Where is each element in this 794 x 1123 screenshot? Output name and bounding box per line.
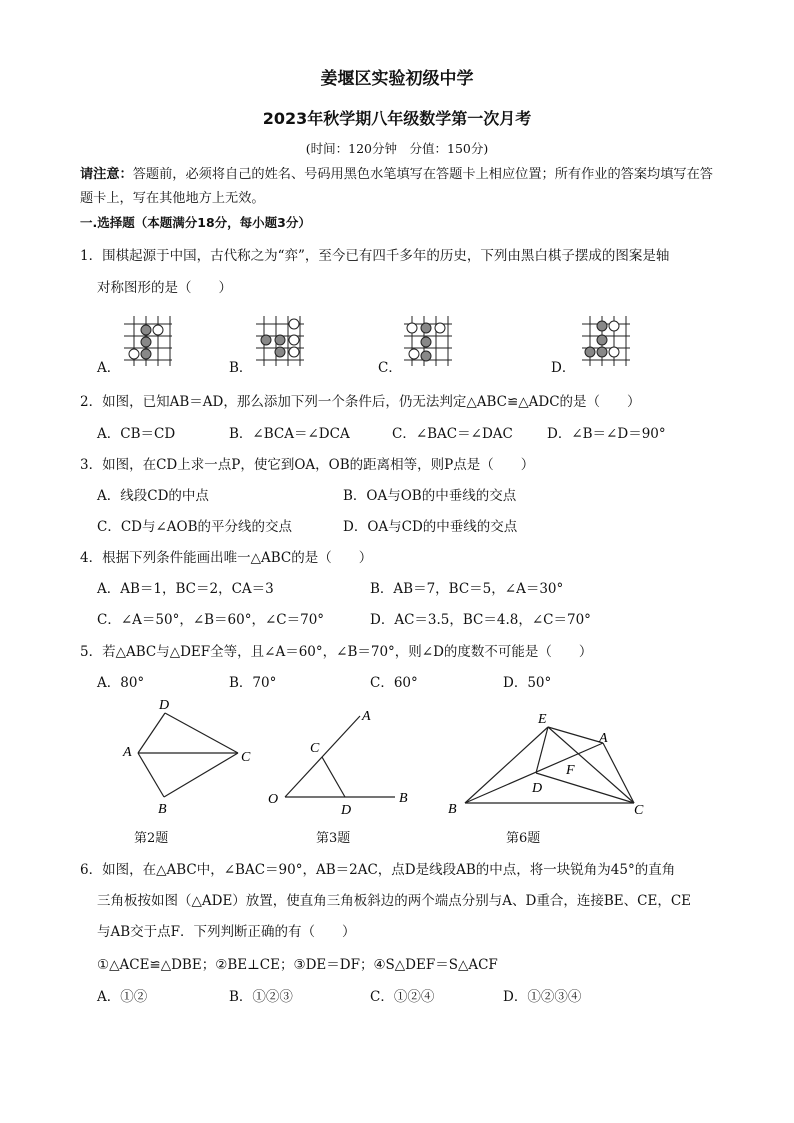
figure-q3 — [265, 700, 425, 825]
q4-option-c: C．∠A＝50°，∠B＝60°，∠C＝70° — [97, 612, 325, 628]
fig3-label-b: B — [399, 791, 408, 806]
fig6-label-e: E — [538, 712, 547, 727]
q3-option-a: A．线段CD的中点 — [97, 488, 209, 504]
go-board-b — [252, 312, 308, 366]
go-board-d — [578, 312, 634, 366]
q2-option-c: C．∠BAC＝∠DAC — [392, 426, 513, 442]
q1-option-c: C． — [378, 360, 402, 376]
q6-line1: 6．如图，在△ABC中，∠BAC＝90°，AB＝2AC，点D是线段AB的中点，将一块锐角为45°的直角 — [80, 862, 676, 878]
fig6-label-a: A — [599, 731, 608, 746]
q6-option-a: A．①② — [97, 989, 148, 1005]
q3-option-b: B．OA与OB的中垂线的交点 — [343, 488, 517, 504]
time-info: (时间：120分钟 分值：150分) — [305, 141, 489, 156]
q2-stem: 2．如图，已知AB＝AD，那么添加下列一个条件后，仍无法判定△ABC≌△ADC的是（ ） — [80, 394, 641, 410]
q6-line3: 与AB交于点F．下列判断正确的有（ ） — [97, 924, 356, 940]
q5-stem: 5．若△ABC与△DEF全等，且∠A＝60°，∠B＝70°，则∠D的度数不可能是（ ） — [80, 644, 593, 660]
q3-option-c: C．CD与∠AOB的平分线的交点 — [97, 519, 293, 535]
q1-line2: 对称图形的是（ ） — [97, 280, 232, 296]
q2-option-b: B．∠BCA＝∠DCA — [229, 426, 350, 442]
go-board-c — [400, 312, 456, 366]
q6-option-d: D．①②③④ — [503, 989, 582, 1005]
fig3-label-d: D — [341, 803, 352, 818]
fig6-label-b: B — [448, 802, 457, 817]
q6-option-c: C．①②④ — [370, 989, 435, 1005]
figure-q6 — [440, 702, 655, 827]
caption-fig3: 第3题 — [316, 831, 351, 846]
q5-option-a: A．80° — [97, 675, 145, 691]
section-title: 一.选择题（本题满分18分，每小题3分） — [80, 215, 311, 230]
q4-stem: 4．根据下列条件能画出唯一△ABC的是（ ） — [80, 550, 373, 566]
q3-stem: 3．如图，在CD上求一点P，使它到OA，OB的距离相等，则P点是（ ） — [80, 457, 535, 473]
q5-option-c: C．60° — [370, 675, 418, 691]
q2-option-d: D．∠B＝∠D＝90° — [547, 426, 666, 442]
q6-statements: ①△ACE≌△DBE；②BE⊥CE；③DE＝DF；④S△DEF＝S△ACF — [97, 957, 498, 973]
fig3-label-c: C — [310, 741, 320, 756]
fig3-label-a: A — [362, 709, 371, 724]
fig3-label-o: O — [268, 792, 279, 807]
notice — [80, 163, 716, 211]
q2-option-a: A．CB＝CD — [97, 426, 176, 442]
q4-option-d: D．AC＝3.5，BC＝4.8，∠C＝70° — [370, 612, 591, 628]
fig2-label-b: B — [158, 802, 167, 817]
caption-fig2: 第2题 — [134, 831, 169, 846]
q4-option-a: A．AB＝1，BC＝2，CA＝3 — [97, 581, 274, 597]
go-board-a — [120, 314, 176, 366]
q1-line1: 1．围棋起源于中国，古代称之为“弈”，至今已有四千多年的历史，下列由黑白棋子摆成的图案是轴 — [80, 248, 670, 264]
notice-label: 请注意： — [80, 167, 133, 182]
exam-title: 2023年秋学期八年级数学第一次月考 — [262, 109, 532, 128]
q6-option-b: B．①②③ — [229, 989, 293, 1005]
school-name: 姜堰区实验初级中学 — [320, 69, 474, 89]
q1-option-d: D． — [551, 360, 576, 376]
q6-line2: 三角板按如图（△ADE）放置，使直角三角板斜边的两个端点分别与A、D重合，连接BE、CE，CE — [97, 893, 692, 909]
fig2-label-d: D — [159, 698, 170, 713]
fig2-label-c: C — [241, 750, 251, 765]
fig6-label-f: F — [566, 763, 575, 778]
q5-option-b: B．70° — [229, 675, 277, 691]
fig6-label-c: C — [634, 803, 644, 818]
fig2-label-a: A — [123, 745, 132, 760]
q1-option-a: A． — [97, 360, 121, 376]
fig6-label-d: D — [532, 781, 543, 796]
notice-text: 答题前，必须将自己的姓名、号码用黑色水笔填写在答题卡上相应位置；所有作业的答案均填写在答题卡上，写在其他地方上无效。 — [80, 167, 713, 206]
q5-option-d: D．50° — [503, 675, 552, 691]
figure-q2 — [118, 695, 268, 820]
q3-option-d: D．OA与CD的中垂线的交点 — [343, 519, 518, 535]
caption-fig6: 第6题 — [506, 831, 541, 846]
q4-option-b: B．AB＝7，BC＝5，∠A＝30° — [370, 581, 564, 597]
q1-option-b: B． — [229, 360, 253, 376]
